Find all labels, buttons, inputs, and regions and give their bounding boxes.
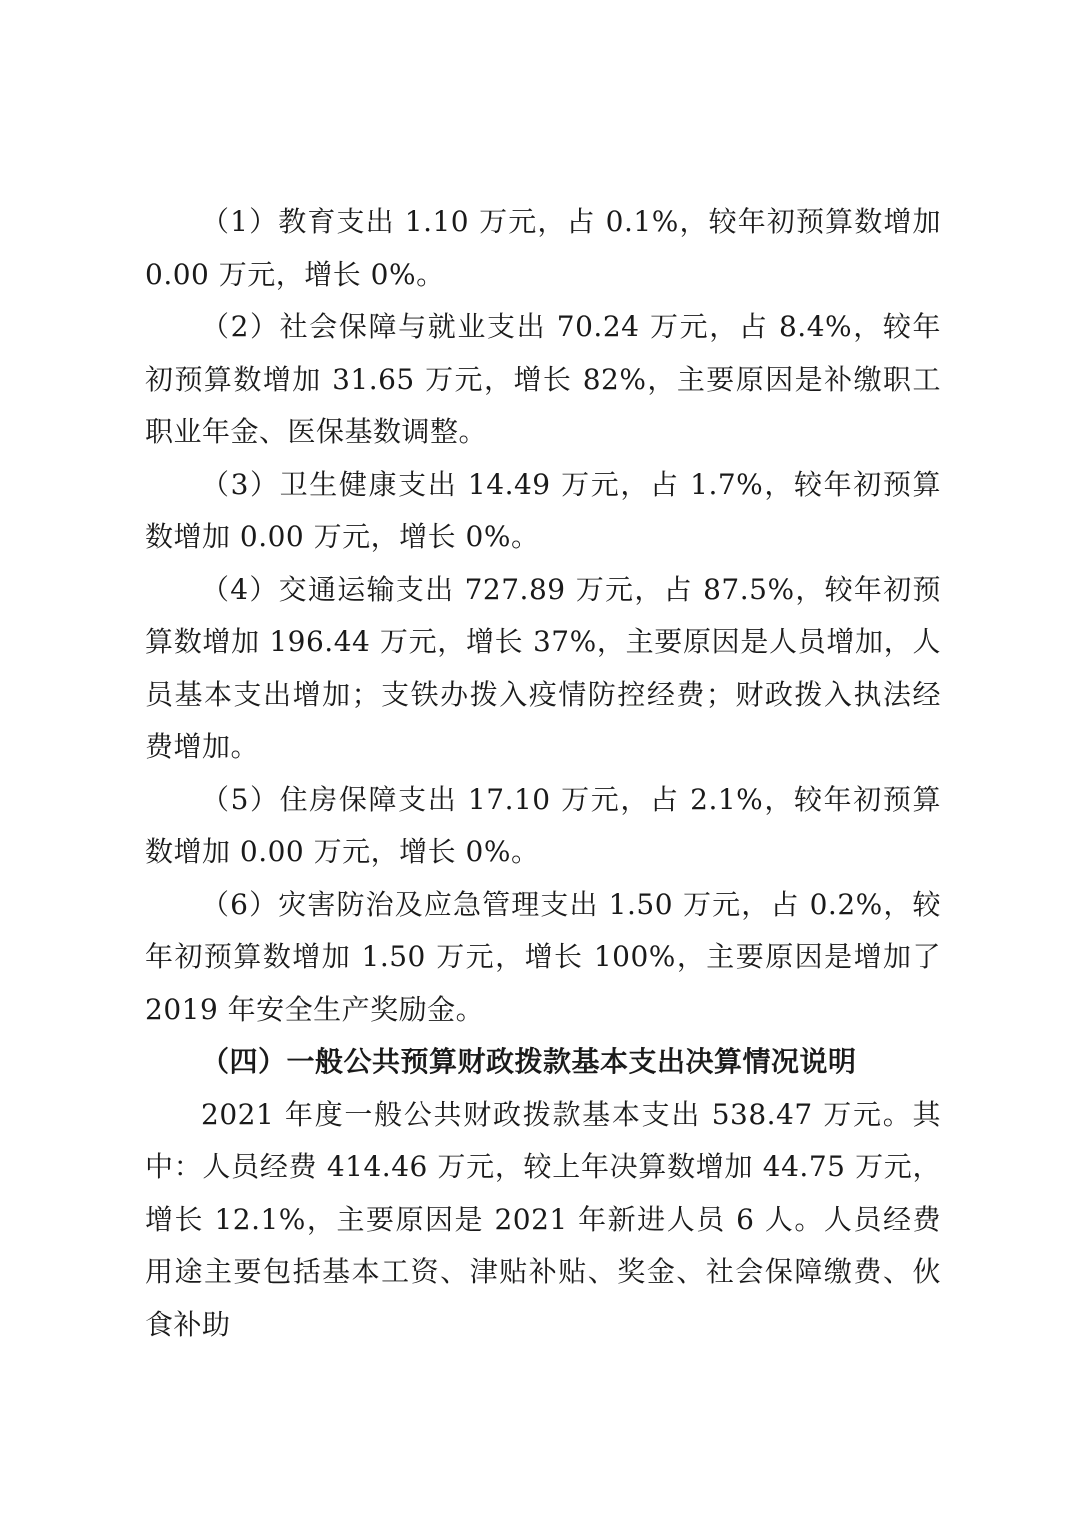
paragraph-health: （3）卫生健康支出 14.49 万元，占 1.7%，较年初预算数增加 0.00 万元，增长 0%。 [145,467,941,553]
section-heading: （四）一般公共预算财政拨款基本支出决算情况说明 [201,1045,857,1078]
paragraph-transport: （4）交通运输支出 727.89 万元，占 87.5%，较年初预算数增加 196.44 万元，增长 37%，主要原因是人员增加，人员基本支出增加；支铁办拨入疫情防控经费；财政拨入执法经费增加。 [145,572,941,763]
paragraph-education: （1）教育支出 1.10 万元，占 0.1%，较年初预算数增加 0.00 万元，增长 0%。 [145,205,941,291]
paragraph-disaster: （6）灾害防治及应急管理支出 1.50 万元，占 0.2%，较年初预算数增加 1.50 万元，增长 100%，主要原因是增加了 2019 年安全生产奖励金。 [145,887,941,1026]
document-page [145,196,941,1351]
paragraph-basic-expenditure: 2021 年度一般公共财政拨款基本支出 538.47 万元。其中：人员经费 414.46 万元，较上年决算数增加 44.75 万元，增长 12.1%，主要原因是 2021 年新进人员 6 人。人员经费用途主要包括基本工资、津贴补贴、奖金、社会保障缴费、伙食补助 [145,1097,941,1341]
paragraph-social-security: （2）社会保障与就业支出 70.24 万元，占 8.4%，较年初预算数增加 31.65 万元，增长 82%，主要原因是补缴职工职业年金、医保基数调整。 [145,310,941,448]
paragraph-housing: （5）住房保障支出 17.10 万元，占 2.1%，较年初预算数增加 0.00 万元，增长 0%。 [145,782,941,868]
